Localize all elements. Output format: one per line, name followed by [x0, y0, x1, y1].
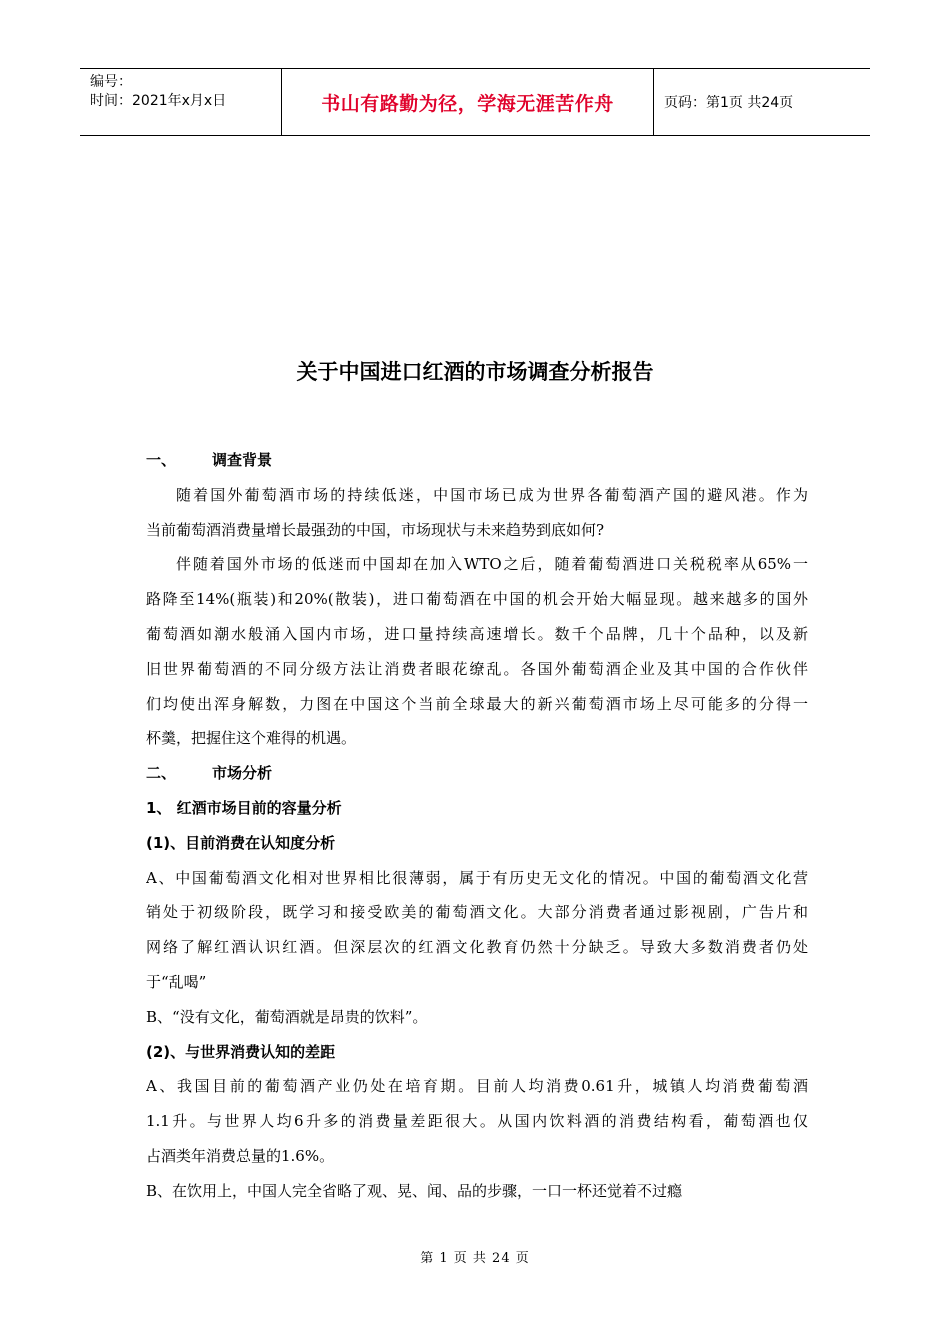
header-table — [80, 68, 870, 136]
paragraph-line: B、“没有文化，葡萄酒就是昂贵的饮料”。 — [146, 1007, 428, 1026]
paragraph-line: 随着国外葡萄酒市场的持续低迷，中国市场已成为世界各葡萄酒产国的避风港。作为 — [176, 485, 808, 504]
header-motto-cell — [282, 69, 654, 135]
subheading-awareness: (1)、目前消费在认知度分析 — [146, 833, 336, 852]
serial-label: 编号： — [90, 74, 132, 90]
page-info: 页码：第1页 共24页 — [664, 95, 794, 111]
section-number: 一、 — [146, 451, 177, 469]
document-title: 关于中国进口红酒的市场调查分析报告 — [296, 360, 654, 384]
paragraph-line: 旧世界葡萄酒的不同分级方法让消费者眼花缭乱。各国外葡萄酒企业及其中国的合作伙伴 — [146, 659, 808, 678]
motto-text: 书山有路勤为径，学海无涯苦作舟 — [321, 92, 614, 115]
paragraph-line: 伴随着国外市场的低迷而中国却在加入WTO之后，随着葡萄酒进口关税税率从65%一 — [176, 555, 808, 574]
paragraph-line: 路降至14%(瓶装)和20%(散装)，进口葡萄酒在中国的机会开始大幅显现。越来越多的国外 — [146, 590, 808, 609]
paragraph-line: 杯羹，把握住这个难得的机遇。 — [146, 729, 357, 748]
subheading-gap: (2)、与世界消费认知的差距 — [146, 1042, 336, 1061]
paragraph-line: 当前葡萄酒消费量增长最强劲的中国，市场现状与未来趋势到底如何? — [146, 520, 605, 539]
paragraph-line: 们均使出浑身解数，力图在中国这个当前全球最大的新兴葡萄酒市场上尽可能多的分得一 — [146, 694, 808, 713]
paragraph-line: 1.1升。与世界人均6升多的消费量差距很大。从国内饮料酒的消费结构看，葡萄酒也仅 — [146, 1112, 808, 1131]
time-label: 时间：2021年x月x日 — [90, 93, 227, 109]
section-heading-background — [146, 443, 808, 478]
paragraph-line: 网络了解红酒认识红酒。但深层次的红酒文化教育仍然十分缺乏。导致大多数消费者仍处 — [146, 938, 808, 957]
section-label: 市场分析 — [212, 764, 273, 783]
paragraph-line: A、我国目前的葡萄酒产业仍处在培育期。目前人均消费0.61升，城镇人均消费葡萄酒 — [146, 1077, 808, 1096]
subheading-capacity: 1、 红酒市场目前的容量分析 — [146, 798, 342, 817]
paragraph-line: 销处于初级阶段，既学习和接受欧美的葡萄酒文化。大部分消费者通过影视剧，广告片和 — [146, 903, 808, 922]
paragraph-line: A、中国葡萄酒文化相对世界相比很薄弱，属于有历史无文化的情况。中国的葡萄酒文化营 — [146, 868, 808, 887]
paragraph-line: 占酒类年消费总量的1.6%。 — [146, 1146, 335, 1165]
paragraph-line: 葡萄酒如潮水般涌入国内市场，进口量持续高速增长。数千个品牌，几十个品种，以及新 — [146, 624, 808, 643]
section-label: 调查背景 — [212, 451, 273, 469]
section-number: 二、 — [146, 764, 177, 783]
header-meta-cell — [80, 69, 282, 135]
section-heading-market — [146, 756, 808, 791]
document-body — [146, 443, 808, 1209]
paragraph-line: B、在饮用上，中国人完全省略了观、晃、闻、品的步骤，一口一杯还觉着不过瘾 — [146, 1181, 683, 1200]
paragraph-line: 于“乱喝” — [146, 972, 207, 991]
header-page-cell — [654, 69, 870, 135]
page-footer: 第 1 页 共 24 页 — [420, 1251, 530, 1266]
